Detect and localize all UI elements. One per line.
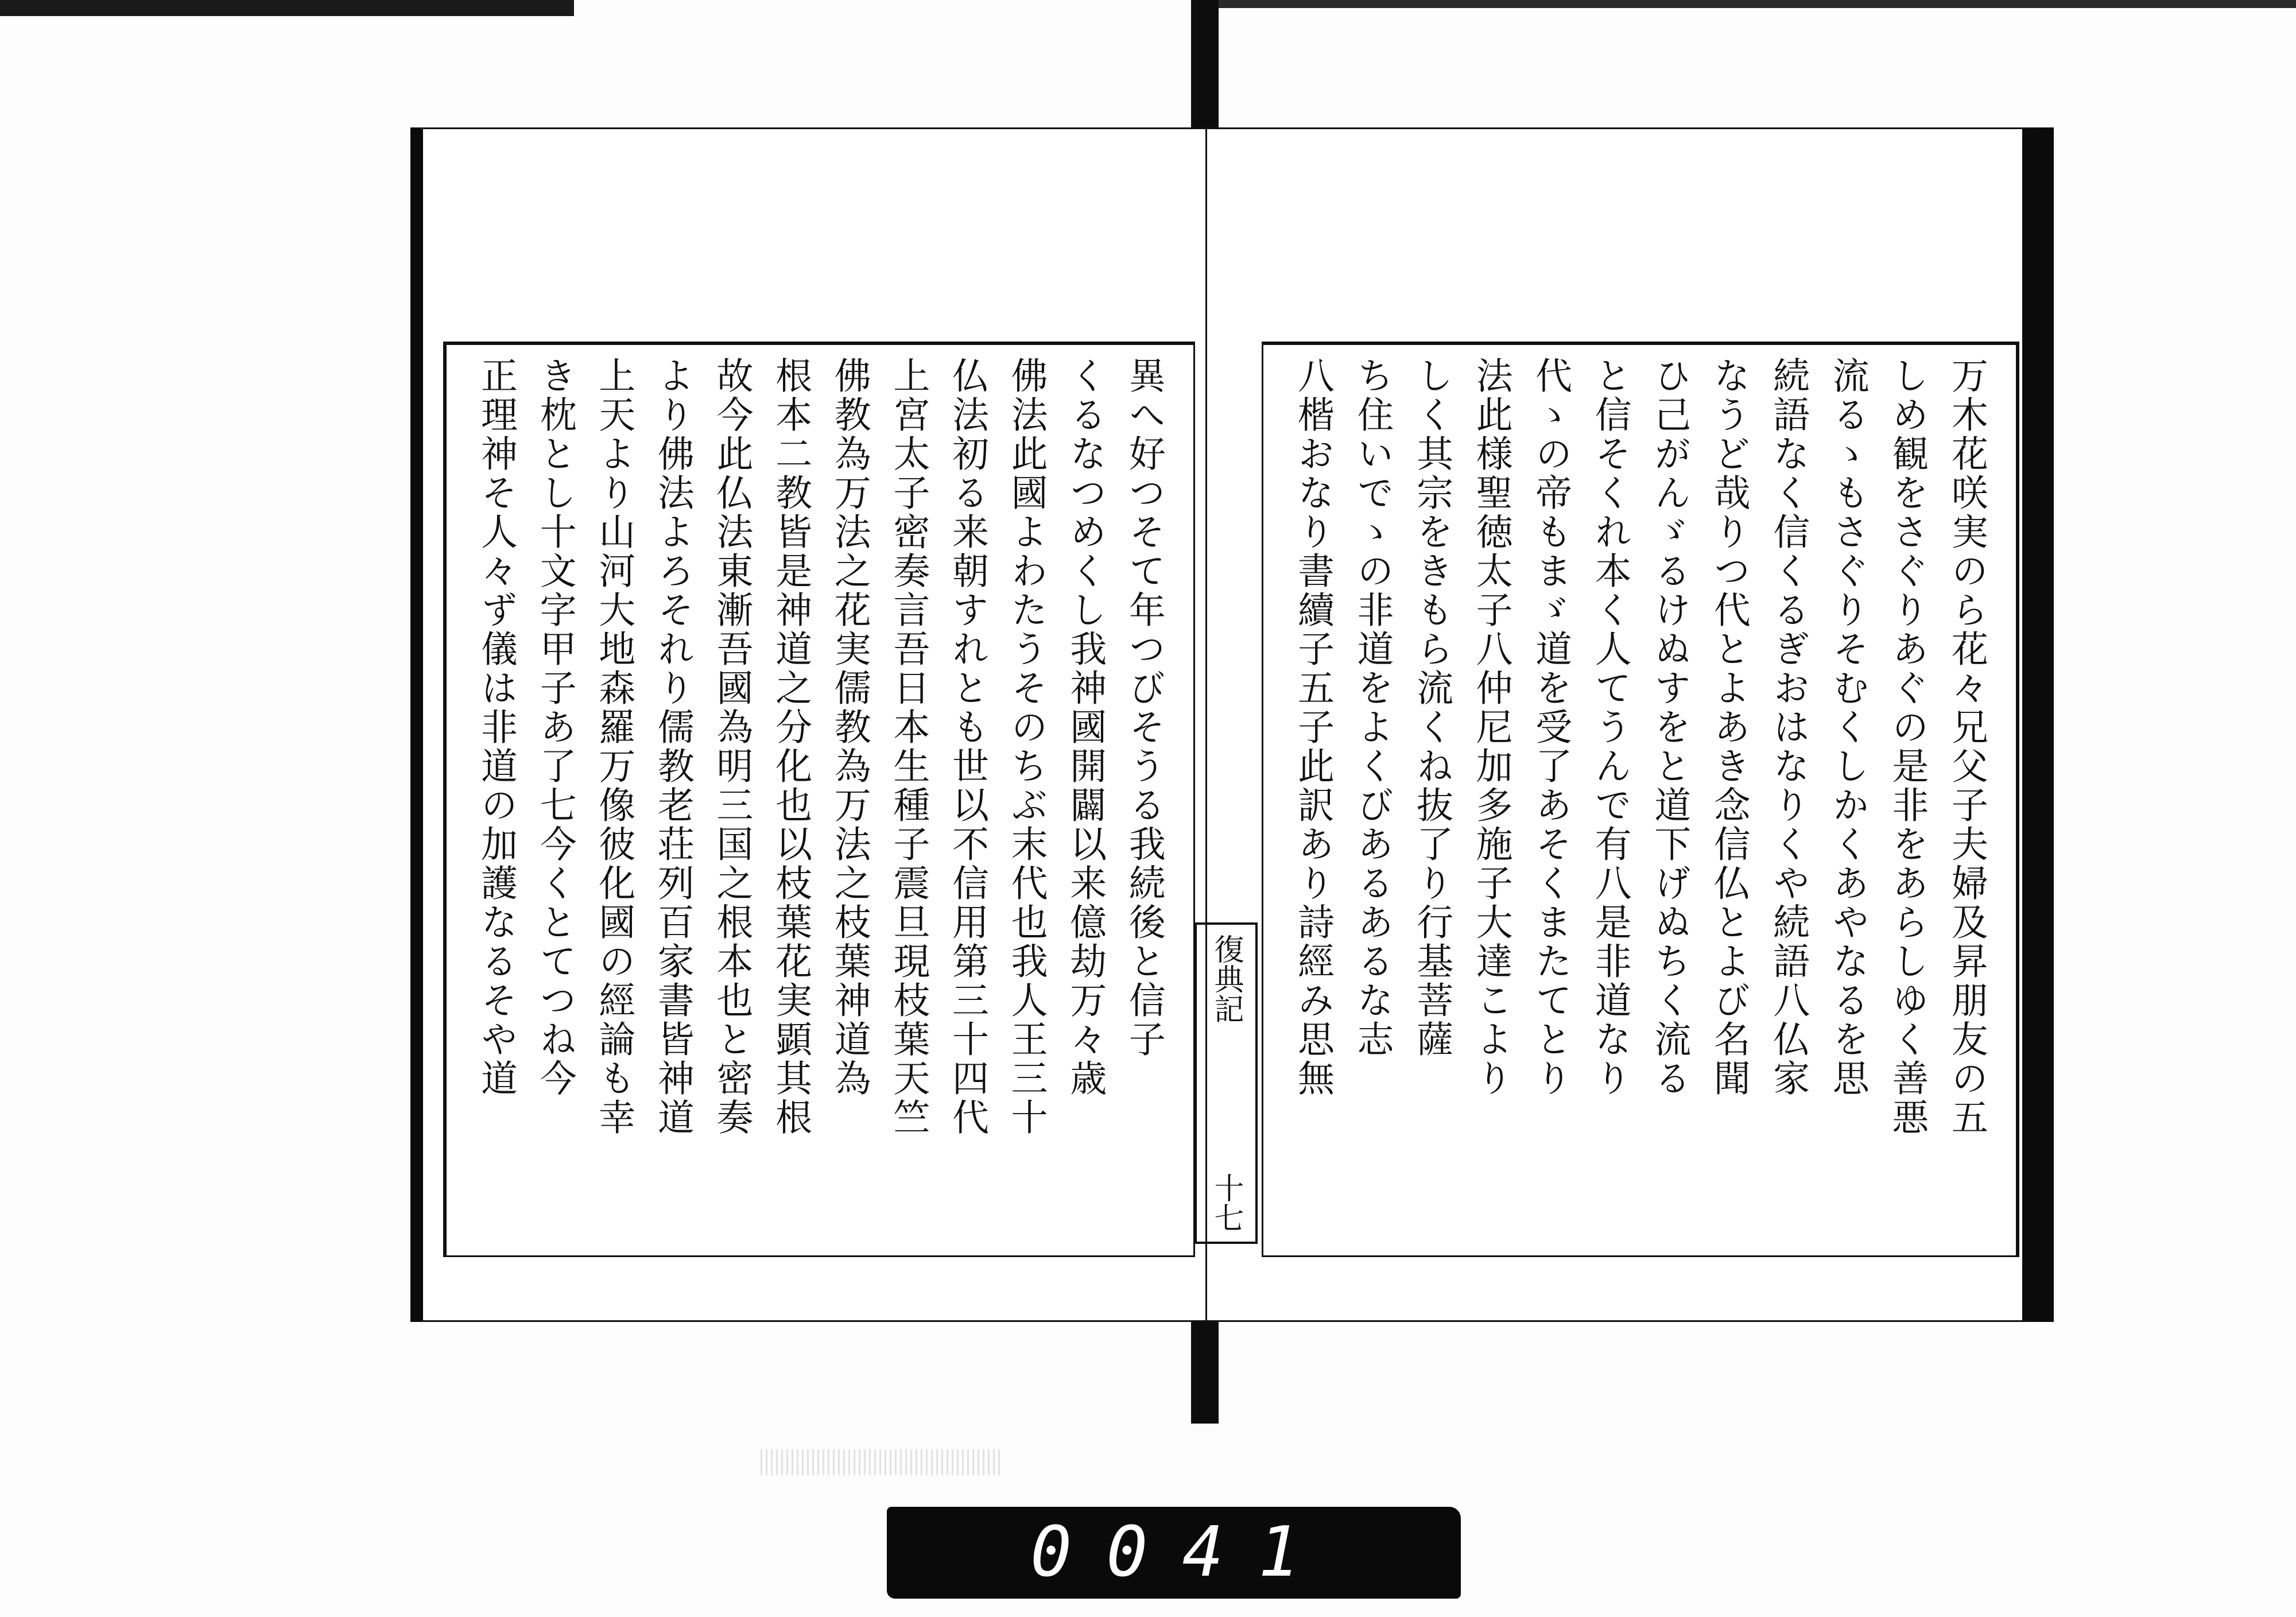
- left-text-frame: [443, 342, 1195, 1257]
- scan-counter-bar: [887, 1507, 1461, 1599]
- right-column-6: ひ己がんゞるけぬすをと道下げぬちく流る: [1648, 356, 1691, 1098]
- left-column-11: き枕とし十文字甲子あ了七今くとてつね今: [533, 356, 576, 1098]
- left-column-2: くるなつめくし我神國開闢以来億劫万々歳: [1064, 356, 1107, 1098]
- top-edge-right: [1205, 0, 2296, 8]
- right-column-5: なうど哉りつ代とよあき念信仏とよび名聞: [1707, 356, 1750, 1098]
- left-page: [410, 127, 1217, 1322]
- right-column-8: 代ゝの帝もまゞ道を受了あそくまたてとり: [1529, 356, 1572, 1098]
- left-text-columns: [470, 356, 1170, 1241]
- left-column-9: より佛法よろそれり儒教老荘列百家書皆神道: [651, 356, 694, 1137]
- left-column-4: 仏法初る来朝すれとも世以不信用第三十四代: [946, 356, 988, 1137]
- page-number: 十七: [1209, 1173, 1243, 1232]
- left-column-10: 上天より山河大地森羅万像彼化國の經論も幸: [592, 356, 635, 1137]
- scan-smudge: [761, 1449, 1002, 1475]
- right-column-11: ち住いでゝの非道をよくびあるあるな志: [1351, 356, 1394, 1059]
- left-column-6: 佛教為万法之花実儒教為万法之枝葉神道為: [828, 356, 871, 1098]
- left-column-12: 正理神そ人々ず儀は非道の加護なるそや道: [475, 356, 517, 1098]
- scan-counter: 0041: [1030, 1513, 1334, 1592]
- left-column-1: 異へ好つそて年つびそうる我続後と信子: [1122, 356, 1165, 1059]
- right-column-4: 続語なく信くるぎおはなりくや続語八仏家: [1767, 356, 1810, 1098]
- left-column-8: 故今此仏法東漸吾國為明三国之根本也と密奏: [710, 356, 753, 1137]
- right-column-7: と信そくれ本く人てうんで有八是非道なり: [1588, 356, 1631, 1098]
- right-text-frame: [1209, 342, 2019, 1257]
- right-column-1: 万木花咲実のら花々兄父子夫婦及昇朋友の五: [1945, 356, 1988, 1137]
- margin-title: 復典記: [1209, 934, 1243, 1023]
- left-column-5: 上宮太子密奏言吾日本生種子震旦現枝葉天竺: [887, 356, 930, 1137]
- left-column-7: 根本二教皆是神道之分化也以枝葉花実顕其根: [769, 356, 812, 1137]
- right-column-2: しめ観をさぐりあぐの是非をあらしゆく善悪: [1886, 356, 1929, 1137]
- right-column-12: 八楷おなり書續子五子此訳あり詩經み思無: [1292, 356, 1334, 1098]
- top-edge-left: [0, 0, 574, 16]
- left-column-3: 佛法此國よわたうそのちぶ末代也我人王三十: [1004, 356, 1048, 1137]
- right-column-3: 流るゝもさぐりそむくしかくあやなるを思: [1826, 356, 1869, 1098]
- right-page: [1205, 127, 2054, 1322]
- right-text-columns: [1286, 356, 1993, 1241]
- right-column-10: しく其宗をきもら流くね抜了り行基菩薩: [1410, 356, 1453, 1059]
- page-margin-label: [1194, 922, 1258, 1244]
- right-column-9: 法此様聖徳太子八仲尼加多施子大達こより: [1469, 356, 1512, 1098]
